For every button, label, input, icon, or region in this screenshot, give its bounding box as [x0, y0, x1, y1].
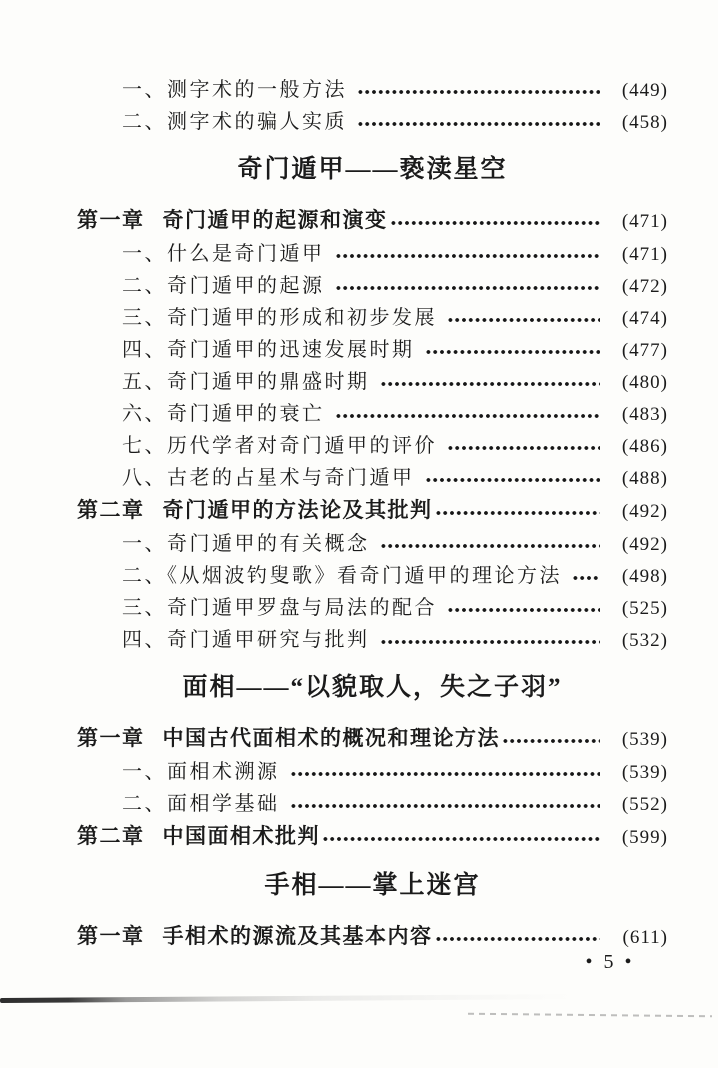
entry-title [77, 494, 433, 528]
footer-page-marker: • 5 • [585, 951, 635, 973]
entry-title: 五、奇门遁甲的鼎盛时期 [122, 371, 370, 393]
page-number: (539) [621, 762, 668, 783]
toc-item-row [77, 592, 668, 624]
chapter-number: 第二章 [77, 825, 145, 848]
entry-title: 一、奇门遁甲的有关概念 [122, 533, 370, 555]
section-heading: 手相——掌上迷宫 [264, 872, 481, 899]
toc-item-row [77, 788, 668, 820]
dot-leader [380, 636, 601, 648]
toc-item-row [77, 270, 668, 302]
toc-item-row [77, 302, 668, 334]
page-number: (477) [621, 340, 668, 361]
dot-leader [447, 604, 600, 616]
page-number: (471) [621, 211, 668, 232]
toc-chapter-row [77, 820, 668, 854]
page-number: (474) [621, 308, 668, 329]
entry-title [77, 920, 433, 954]
toc-item-row [77, 528, 668, 560]
entry-title: 七、历代学者对奇门遁甲的评价 [122, 435, 437, 457]
entry-title: 一、面相术溯源 [122, 761, 280, 783]
page-number: (532) [621, 630, 668, 651]
toc-item-row [77, 74, 668, 106]
page-number: (488) [621, 468, 668, 489]
page-number: (552) [621, 794, 668, 815]
page-number: (471) [621, 244, 668, 265]
page-number: (539) [621, 729, 668, 750]
page-number: (498) [621, 566, 668, 587]
toc-chapter-row [77, 722, 668, 756]
toc-item-row [77, 462, 668, 494]
page-number: (611) [622, 927, 668, 948]
toc-item-row [77, 430, 668, 462]
toc-list [77, 74, 668, 954]
page-number: (483) [621, 404, 668, 425]
section-heading: 面相——“以貌取人，失之子羽” [182, 674, 563, 701]
chapter-number: 第一章 [77, 925, 145, 948]
page-number: (472) [621, 276, 668, 297]
entry-title: 三、奇门遁甲的形成和初步发展 [122, 307, 437, 329]
toc-item-row [77, 106, 668, 138]
toc-chapter-row [77, 204, 668, 238]
chapter-title: 中国面相术批判 [162, 825, 320, 848]
toc-chapter-row [77, 494, 668, 528]
section-heading: 奇门遁甲——亵渎星空 [237, 156, 508, 183]
dot-leader [357, 86, 600, 98]
entry-title: 一、测字术的一般方法 [122, 79, 347, 101]
toc-item-row [77, 756, 668, 788]
page-number: (525) [621, 598, 668, 619]
dot-leader [572, 572, 600, 584]
page-number: (492) [621, 501, 668, 522]
dot-leader [322, 833, 600, 845]
entry-title: 二、面相学基础 [122, 793, 280, 815]
page-number: (599) [621, 827, 668, 848]
dot-leader [502, 735, 600, 747]
dot-leader [435, 933, 601, 945]
dot-leader [357, 118, 600, 130]
page-number: (480) [621, 372, 668, 393]
dot-leader [380, 540, 601, 552]
toc-item-row [77, 334, 668, 366]
dot-leader [290, 768, 601, 780]
toc-item-row [77, 366, 668, 398]
page-number: (492) [621, 534, 668, 555]
scan-artifact-line-right [468, 1013, 712, 1018]
entry-title: 二、测字术的骗人实质 [122, 111, 347, 133]
entry-title: 二、奇门遁甲的起源 [122, 275, 325, 297]
chapter-title: 中国古代面相术的概况和理论方法 [162, 727, 500, 750]
chapter-title: 手相术的源流及其基本内容 [162, 925, 433, 948]
dot-leader [435, 507, 601, 519]
entry-title [77, 820, 320, 854]
toc-item-row [77, 238, 668, 270]
entry-title: 四、奇门遁甲的迅速发展时期 [122, 339, 415, 361]
page-number: (458) [621, 112, 668, 133]
dot-leader [447, 314, 600, 326]
entry-title: 二、《从烟波钓叟歌》看奇门遁甲的理论方法 [122, 565, 562, 587]
toc-item-row [77, 560, 668, 592]
dot-leader [390, 217, 601, 229]
entry-title: 八、古老的占星术与奇门遁甲 [122, 467, 415, 489]
entry-title: 四、奇门遁甲研究与批判 [122, 629, 370, 651]
dot-leader [290, 800, 601, 812]
chapter-number: 第一章 [77, 209, 145, 232]
entry-title [77, 722, 500, 756]
scan-artifact-line-left [0, 994, 572, 1003]
chapter-title: 奇门遁甲的方法论及其批判 [162, 499, 433, 522]
dot-leader [425, 474, 601, 486]
dot-leader [447, 442, 600, 454]
dot-leader [335, 282, 601, 294]
chapter-title: 奇门遁甲的起源和演变 [162, 209, 388, 232]
entry-title: 一、什么是奇门遁甲 [122, 243, 325, 265]
toc-chapter-row [77, 920, 668, 954]
chapter-number: 第二章 [77, 499, 145, 522]
page-number: (449) [621, 80, 668, 101]
entry-title: 六、奇门遁甲的衰亡 [122, 403, 325, 425]
dot-leader [380, 378, 601, 390]
entry-title: 三、奇门遁甲罗盘与局法的配合 [122, 597, 437, 619]
dot-leader [335, 250, 601, 262]
page-number: (486) [621, 436, 668, 457]
dot-leader [425, 346, 601, 358]
toc-item-row [77, 624, 668, 656]
dot-leader [335, 410, 601, 422]
entry-title [77, 204, 388, 238]
chapter-number: 第一章 [77, 727, 145, 750]
toc-item-row [77, 398, 668, 430]
